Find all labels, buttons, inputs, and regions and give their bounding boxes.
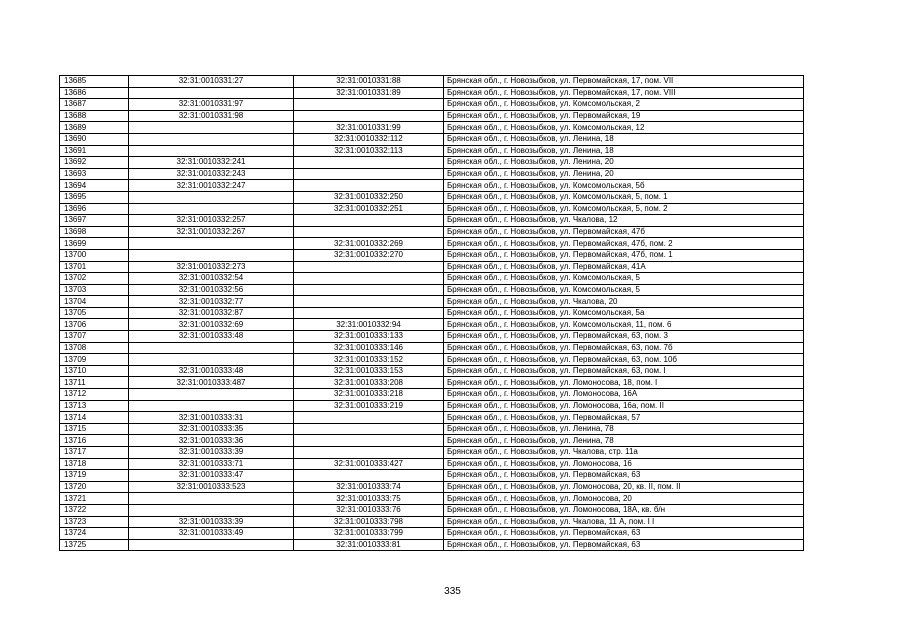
cadastral-number-cell: 32:31:0010333:49 [129,528,294,540]
row-number-cell: 13692 [60,157,129,169]
address-cell: Брянская обл., г. Новозыбков, ул. Первомайская, 47б, пом. 1 [444,249,804,261]
cadastral-number-cell [129,87,294,99]
related-cadastral-number-cell: 32:31:0010331:89 [294,87,444,99]
table-row [60,377,804,389]
related-cadastral-number-cell [294,226,444,238]
table-row [60,249,804,261]
row-number-cell: 13704 [60,296,129,308]
table-row [60,168,804,180]
table-row [60,447,804,459]
address-cell: Брянская обл., г. Новозыбков, ул. Чкалова, 11 А, пом. I I [444,516,804,528]
table-row [60,331,804,343]
related-cadastral-number-cell: 32:31:0010333:153 [294,365,444,377]
row-number-cell: 13695 [60,191,129,203]
cadastral-number-cell [129,133,294,145]
row-number-cell: 13720 [60,481,129,493]
related-cadastral-number-cell [294,423,444,435]
cadastral-number-cell: 32:31:0010332:241 [129,157,294,169]
table-row [60,458,804,470]
cadastral-number-cell: 32:31:0010332:54 [129,273,294,285]
table-row [60,215,804,227]
related-cadastral-number-cell [294,296,444,308]
row-number-cell: 13697 [60,215,129,227]
cadastral-number-cell: 32:31:0010333:36 [129,435,294,447]
address-cell: Брянская обл., г. Новозыбков, ул. Первомайская, 63, пом. 7б [444,342,804,354]
related-cadastral-number-cell: 32:31:0010333:76 [294,504,444,516]
related-cadastral-number-cell [294,215,444,227]
table-row [60,528,804,540]
related-cadastral-number-cell [294,284,444,296]
row-number-cell: 13702 [60,273,129,285]
page-number: 335 [444,586,461,597]
cadastral-number-cell [129,122,294,134]
cadastral-number-cell: 32:31:0010332:56 [129,284,294,296]
row-number-cell: 13717 [60,447,129,459]
table-row [60,122,804,134]
row-number-cell: 13710 [60,365,129,377]
table-row [60,238,804,250]
address-cell: Брянская обл., г. Новозыбков, ул. Ломоносова, 16А [444,389,804,401]
cadastral-number-cell: 32:31:0010331:27 [129,76,294,88]
row-number-cell: 13691 [60,145,129,157]
table-row [60,342,804,354]
row-number-cell: 13708 [60,342,129,354]
row-number-cell: 13690 [60,133,129,145]
related-cadastral-number-cell: 32:31:0010333:146 [294,342,444,354]
row-number-cell: 13693 [60,168,129,180]
related-cadastral-number-cell: 32:31:0010333:208 [294,377,444,389]
table-row [60,389,804,401]
table-row [60,504,804,516]
address-cell: Брянская обл., г. Новозыбков, ул. Первомайская, 63, пом. 3 [444,331,804,343]
address-cell: Брянская обл., г. Новозыбков, ул. Чкалова, стр. 11а [444,447,804,459]
table-row [60,261,804,273]
table-row [60,157,804,169]
row-number-cell: 13689 [60,122,129,134]
table-row [60,493,804,505]
table-row [60,284,804,296]
row-number-cell: 13714 [60,412,129,424]
address-cell: Брянская обл., г. Новозыбков, ул. Ленина, 78 [444,435,804,447]
address-cell: Брянская обл., г. Новозыбков, ул. Первомайская, 63, пом. I [444,365,804,377]
cadastral-number-cell: 32:31:0010333:39 [129,516,294,528]
row-number-cell: 13696 [60,203,129,215]
related-cadastral-number-cell: 32:31:0010331:99 [294,122,444,134]
address-cell: Брянская обл., г. Новозыбков, ул. Ломоносова, 18, пом. I [444,377,804,389]
row-number-cell: 13705 [60,307,129,319]
cadastral-number-cell: 32:31:0010332:267 [129,226,294,238]
address-cell: Брянская обл., г. Новозыбков, ул. Ленина, 20 [444,157,804,169]
table-row [60,539,804,551]
related-cadastral-number-cell [294,470,444,482]
table-row [60,296,804,308]
cadastral-number-cell [129,539,294,551]
table-row [60,273,804,285]
address-cell: Брянская обл., г. Новозыбков, ул. Первомайская, 63 [444,539,804,551]
cadastral-number-cell [129,203,294,215]
row-number-cell: 13707 [60,331,129,343]
cadastral-number-cell: 32:31:0010333:47 [129,470,294,482]
cadastral-number-cell: 32:31:0010332:243 [129,168,294,180]
row-number-cell: 13723 [60,516,129,528]
cadastral-number-cell: 32:31:0010332:273 [129,261,294,273]
cadastral-number-cell [129,354,294,366]
row-number-cell: 13716 [60,435,129,447]
address-cell: Брянская обл., г. Новозыбков, ул. Первомайская, 17, пом. VII [444,76,804,88]
row-number-cell: 13719 [60,470,129,482]
address-cell: Брянская обл., г. Новозыбков, ул. Ленина, 78 [444,423,804,435]
cadastral-number-cell: 32:31:0010332:69 [129,319,294,331]
related-cadastral-number-cell: 32:31:0010332:251 [294,203,444,215]
related-cadastral-number-cell [294,110,444,122]
row-number-cell: 13722 [60,504,129,516]
related-cadastral-number-cell [294,99,444,111]
related-cadastral-number-cell: 32:31:0010333:75 [294,493,444,505]
related-cadastral-number-cell [294,273,444,285]
address-cell: Брянская обл., г. Новозыбков, ул. Ломоносова, 16 [444,458,804,470]
address-cell: Брянская обл., г. Новозыбков, ул. Комсомольская, 2 [444,99,804,111]
address-cell: Брянская обл., г. Новозыбков, ул. Первомайская, 47б [444,226,804,238]
related-cadastral-number-cell: 32:31:0010332:269 [294,238,444,250]
address-cell: Брянская обл., г. Новозыбков, ул. Комсомольская, 5 [444,284,804,296]
cadastral-number-cell [129,145,294,157]
cadastral-number-cell: 32:31:0010332:247 [129,180,294,192]
related-cadastral-number-cell: 32:31:0010332:112 [294,133,444,145]
address-cell: Брянская обл., г. Новозыбков, ул. Чкалова, 12 [444,215,804,227]
table-row [60,354,804,366]
related-cadastral-number-cell: 32:31:0010333:74 [294,481,444,493]
related-cadastral-number-cell: 32:31:0010333:218 [294,389,444,401]
address-cell: Брянская обл., г. Новозыбков, ул. Первомайская, 63 [444,470,804,482]
cadastral-number-cell: 32:31:0010333:523 [129,481,294,493]
table-row [60,180,804,192]
cadastral-number-cell: 32:31:0010333:48 [129,331,294,343]
related-cadastral-number-cell: 32:31:0010333:133 [294,331,444,343]
related-cadastral-number-cell: 32:31:0010333:799 [294,528,444,540]
table-row [60,470,804,482]
row-number-cell: 13685 [60,76,129,88]
row-number-cell: 13703 [60,284,129,296]
address-cell: Брянская обл., г. Новозыбков, ул. Первомайская, 63, пом. 10б [444,354,804,366]
row-number-cell: 13699 [60,238,129,250]
address-cell: Брянская обл., г. Новозыбков, ул. Первомайская, 63 [444,528,804,540]
address-cell: Брянская обл., г. Новозыбков, ул. Чкалова, 20 [444,296,804,308]
address-cell: Брянская обл., г. Новозыбков, ул. Ленина, 18 [444,133,804,145]
address-cell: Брянская обл., г. Новозыбков, ул. Комсомольская, 5б [444,180,804,192]
table-row [60,365,804,377]
row-number-cell: 13715 [60,423,129,435]
row-number-cell: 13694 [60,180,129,192]
cadastral-number-cell: 32:31:0010333:48 [129,365,294,377]
cadastral-number-cell: 32:31:0010333:487 [129,377,294,389]
cadastral-number-cell [129,493,294,505]
registry-table [59,75,804,551]
address-cell: Брянская обл., г. Новозыбков, ул. Первомайская, 19 [444,110,804,122]
address-cell: Брянская обл., г. Новозыбков, ул. Ленина, 20 [444,168,804,180]
related-cadastral-number-cell: 32:31:0010332:270 [294,249,444,261]
related-cadastral-number-cell: 32:31:0010332:250 [294,191,444,203]
row-number-cell: 13725 [60,539,129,551]
row-number-cell: 13688 [60,110,129,122]
cadastral-number-cell: 32:31:0010333:39 [129,447,294,459]
related-cadastral-number-cell: 32:31:0010331:88 [294,76,444,88]
row-number-cell: 13706 [60,319,129,331]
row-number-cell: 13711 [60,377,129,389]
row-number-cell: 13721 [60,493,129,505]
cadastral-number-cell: 32:31:0010331:97 [129,99,294,111]
address-cell: Брянская обл., г. Новозыбков, ул. Ломоносова, 16а, пом. II [444,400,804,412]
cadastral-number-cell [129,238,294,250]
related-cadastral-number-cell: 32:31:0010333:427 [294,458,444,470]
address-cell: Брянская обл., г. Новозыбков, ул. Комсомольская, 5а [444,307,804,319]
row-number-cell: 13709 [60,354,129,366]
address-cell: Брянская обл., г. Новозыбков, ул. Комсомольская, 5 [444,273,804,285]
row-number-cell: 13712 [60,389,129,401]
related-cadastral-number-cell: 32:31:0010333:219 [294,400,444,412]
related-cadastral-number-cell [294,412,444,424]
related-cadastral-number-cell: 32:31:0010333:81 [294,539,444,551]
table-row [60,226,804,238]
cadastral-number-cell [129,400,294,412]
address-cell: Брянская обл., г. Новозыбков, ул. Комсомольская, 5, пом. 2 [444,203,804,215]
address-cell: Брянская обл., г. Новозыбков, ул. Первомайская, 47б, пом. 2 [444,238,804,250]
address-cell: Брянская обл., г. Новозыбков, ул. Ломоносова, 18А, кв. б/н [444,504,804,516]
related-cadastral-number-cell: 32:31:0010333:152 [294,354,444,366]
cadastral-number-cell [129,191,294,203]
row-number-cell: 13687 [60,99,129,111]
related-cadastral-number-cell [294,261,444,273]
table-row [60,99,804,111]
table-row [60,319,804,331]
table-row [60,400,804,412]
address-cell: Брянская обл., г. Новозыбков, ул. Первомайская, 57 [444,412,804,424]
cadastral-number-cell: 32:31:0010333:71 [129,458,294,470]
cadastral-number-cell: 32:31:0010333:35 [129,423,294,435]
cadastral-number-cell: 32:31:0010332:87 [129,307,294,319]
row-number-cell: 13700 [60,249,129,261]
cadastral-number-cell [129,389,294,401]
related-cadastral-number-cell [294,447,444,459]
table-row [60,191,804,203]
table-row [60,423,804,435]
registry-table-body [60,76,804,551]
row-number-cell: 13724 [60,528,129,540]
related-cadastral-number-cell [294,307,444,319]
table-row [60,87,804,99]
related-cadastral-number-cell: 32:31:0010332:113 [294,145,444,157]
table-row [60,133,804,145]
cadastral-number-cell: 32:31:0010332:257 [129,215,294,227]
related-cadastral-number-cell: 32:31:0010332:94 [294,319,444,331]
address-cell: Брянская обл., г. Новозыбков, ул. Комсомольская, 5, пом. 1 [444,191,804,203]
table-row [60,307,804,319]
related-cadastral-number-cell [294,168,444,180]
cadastral-number-cell [129,504,294,516]
address-cell: Брянская обл., г. Новозыбков, ул. Комсомольская, 11, пом. 6 [444,319,804,331]
related-cadastral-number-cell [294,435,444,447]
table-row [60,412,804,424]
cadastral-number-cell: 32:31:0010331:98 [129,110,294,122]
related-cadastral-number-cell [294,180,444,192]
table-row [60,516,804,528]
table-row [60,145,804,157]
table-row [60,110,804,122]
row-number-cell: 13701 [60,261,129,273]
address-cell: Брянская обл., г. Новозыбков, ул. Первомайская, 41А [444,261,804,273]
related-cadastral-number-cell: 32:31:0010333:798 [294,516,444,528]
row-number-cell: 13686 [60,87,129,99]
cadastral-number-cell: 32:31:0010332:77 [129,296,294,308]
table-row [60,435,804,447]
cadastral-number-cell: 32:31:0010333:31 [129,412,294,424]
row-number-cell: 13718 [60,458,129,470]
address-cell: Брянская обл., г. Новозыбков, ул. Ломоносова, 20 [444,493,804,505]
cadastral-number-cell [129,249,294,261]
address-cell: Брянская обл., г. Новозыбков, ул. Ломоносова, 20, кв. II, пом. II [444,481,804,493]
cadastral-number-cell [129,342,294,354]
table-row [60,76,804,88]
related-cadastral-number-cell [294,157,444,169]
row-number-cell: 13698 [60,226,129,238]
address-cell: Брянская обл., г. Новозыбков, ул. Ленина, 18 [444,145,804,157]
row-number-cell: 13713 [60,400,129,412]
table-row [60,481,804,493]
address-cell: Брянская обл., г. Новозыбков, ул. Комсомольская, 12 [444,122,804,134]
address-cell: Брянская обл., г. Новозыбков, ул. Первомайская, 17, пом. VIII [444,87,804,99]
table-row [60,203,804,215]
